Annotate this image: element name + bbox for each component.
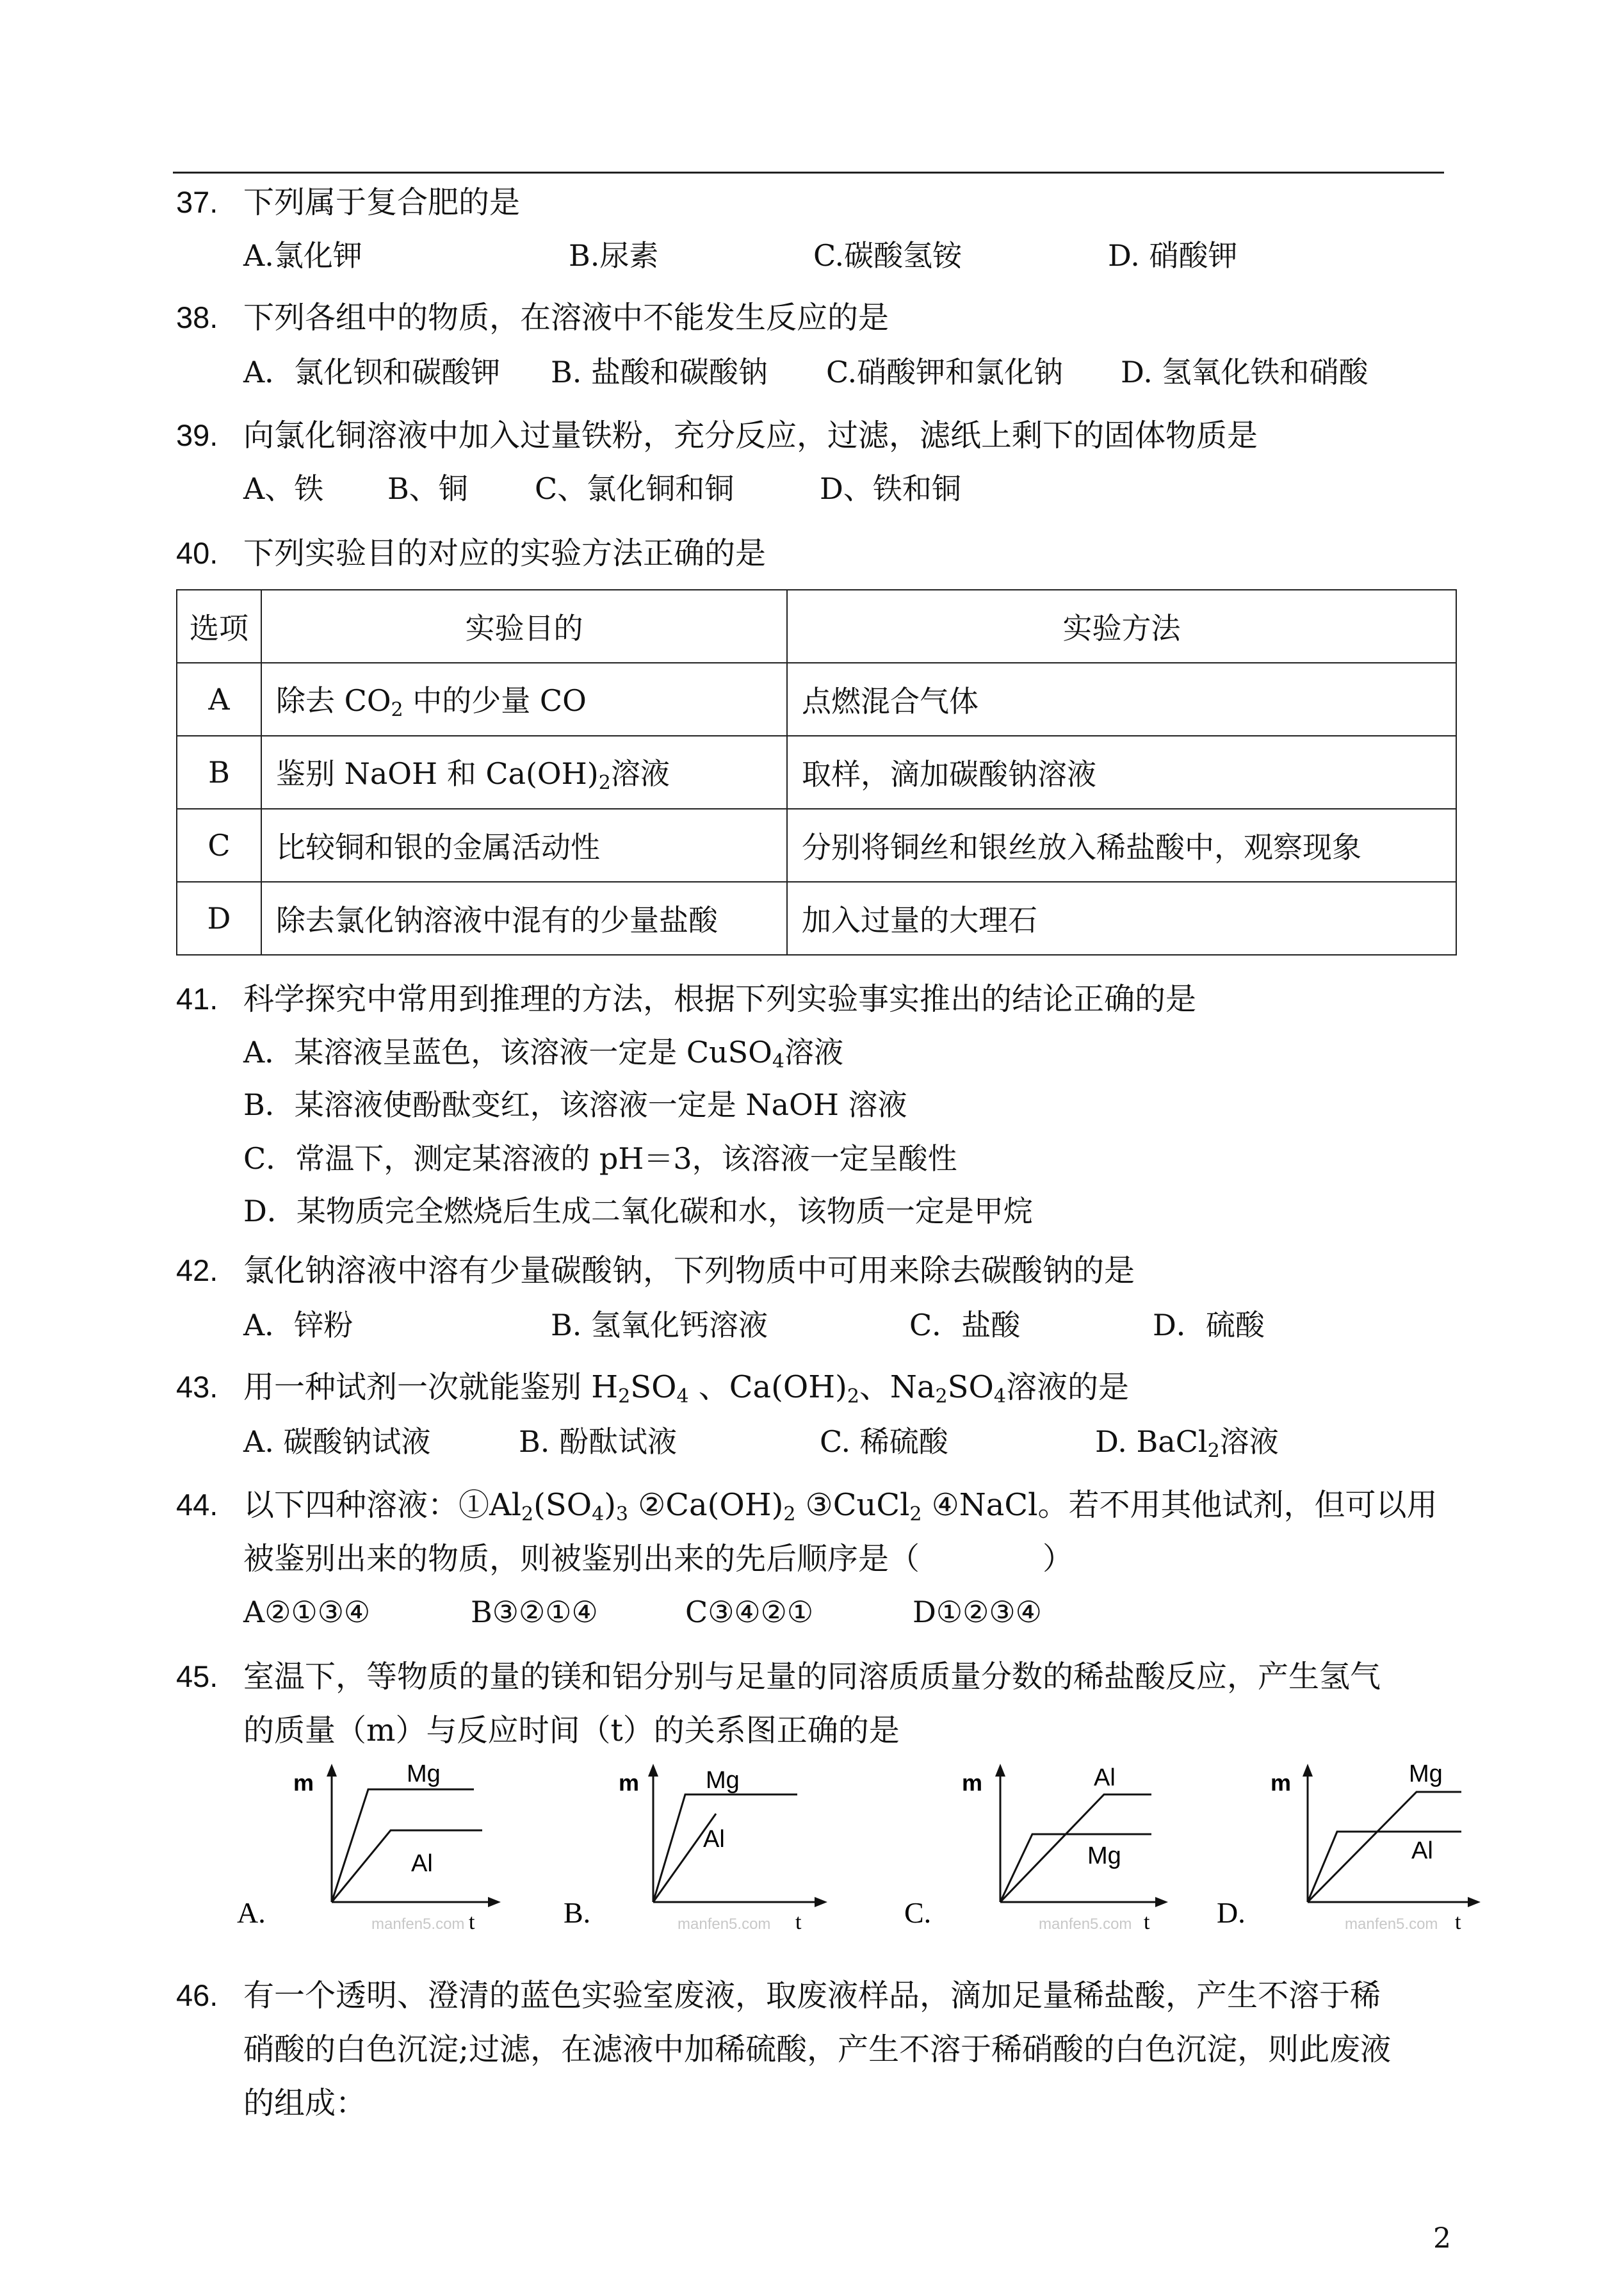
- q44-option-a: A②①③④: [243, 1595, 371, 1629]
- table-row: [177, 736, 1456, 809]
- q40-table: [176, 589, 1457, 956]
- x-axis-label: t: [1144, 1910, 1150, 1934]
- q45-number: 45.: [176, 1659, 218, 1693]
- row-purpose: 除去氯化钠溶液中混有的少量盐酸: [261, 882, 787, 955]
- x-axis-arrow: [1468, 1897, 1481, 1907]
- q43-stem: 用一种试剂一次就能鉴别 $H_2SO_4$ 、$Ca(OH)_2$、$Na_2SO_4$溶液的是: [243, 1369, 1129, 1408]
- curve-al: [1308, 1832, 1461, 1902]
- curve-al: [1000, 1794, 1151, 1902]
- q39-stem: 向氯化铜溶液中加入过量铁粉，充分反应，过滤，滤纸上剩下的固体物质是: [243, 418, 1258, 453]
- q44-option-d: D①②③④: [913, 1595, 1042, 1629]
- q41-option-a: A．某溶液呈蓝色，该溶液一定是 CuSO$_4$溶液: [243, 1035, 843, 1073]
- q42-option-a: A．锌粉: [243, 1308, 353, 1342]
- curve-label-top: Mg: [1409, 1761, 1443, 1787]
- row-purpose: 比较铜和银的金属活动性: [261, 809, 787, 882]
- q46-stem-line3: 的组成：: [243, 2085, 367, 2121]
- x-axis-label: t: [795, 1910, 802, 1934]
- row-method: 取样，滴加碳酸钠溶液: [787, 736, 1456, 809]
- option-letter: C.: [904, 1896, 932, 1929]
- q38-option-b: B. 盐酸和碳酸钠: [551, 355, 768, 389]
- header-rule: [173, 172, 1444, 174]
- q42-option-c: C．盐酸: [909, 1308, 1021, 1342]
- row-option: B: [177, 736, 261, 809]
- curve-label-bottom: Al: [703, 1826, 725, 1853]
- q37-option-a: A.氯化钾: [243, 238, 362, 273]
- graph-option-a: [237, 1755, 519, 1947]
- row-purpose: 除去 $CO_2$ 中的少量 CO: [261, 663, 787, 736]
- q41-number: 41.: [176, 982, 218, 1016]
- row-option: A: [177, 663, 261, 736]
- q46-stem: 有一个透明、澄清的蓝色实验室废液，取废液样品，滴加足量稀盐酸，产生不溶于稀: [243, 1978, 1381, 2013]
- q46-number: 46.: [176, 1978, 218, 2012]
- x-axis-arrow: [488, 1897, 501, 1907]
- q42-option-b: B. 氢氧化钙溶液: [551, 1308, 768, 1342]
- table-row: [177, 663, 1456, 736]
- row-option: D: [177, 882, 261, 955]
- q39-option-d: D、铁和铜: [820, 471, 961, 506]
- y-axis-arrow: [1303, 1764, 1313, 1777]
- y-axis-label: m: [293, 1769, 314, 1796]
- q38-option-d: D. 氢氧化铁和硝酸: [1121, 355, 1368, 389]
- row-method: 点燃混合气体: [787, 663, 1456, 736]
- x-axis-arrow: [1155, 1897, 1168, 1907]
- row-method: 分别将铜丝和银丝放入稀盐酸中，观察现象: [787, 809, 1456, 882]
- y-axis-label: m: [962, 1769, 983, 1796]
- option-letter: B.: [564, 1896, 591, 1929]
- q41-stem: 科学探究中常用到推理的方法，根据下列实验事实推出的结论正确的是: [243, 981, 1197, 1017]
- q43-option-b: B. 酚酞试液: [519, 1424, 678, 1459]
- header-purpose: 实验目的: [261, 590, 787, 663]
- curve-label-bottom: Al: [1411, 1837, 1433, 1864]
- watermark: manfen5.com: [1345, 1916, 1438, 1933]
- table-row: [177, 809, 1456, 882]
- y-axis-arrow: [648, 1764, 658, 1777]
- q42-number: 42.: [176, 1253, 218, 1287]
- curve-label-bottom: Al: [411, 1850, 433, 1877]
- q37-option-c: C.碳酸氢铵: [813, 238, 962, 273]
- q44-stem-line2: 被鉴别出来的物质，则被鉴别出来的先后顺序是（ ）: [243, 1541, 1074, 1577]
- q43-option-a: A. 碳酸钠试液: [243, 1424, 431, 1459]
- curve-label-top: Mg: [706, 1767, 740, 1794]
- curve-mg: [332, 1789, 474, 1902]
- watermark: manfen5.com: [678, 1916, 771, 1933]
- q43-number: 43.: [176, 1370, 218, 1404]
- q38-stem: 下列各组中的物质，在溶液中不能发生反应的是: [243, 300, 889, 336]
- q38-option-a: A．氯化钡和碳酸钾: [243, 355, 501, 389]
- q46-stem-line2: 硝酸的白色沉淀;过滤，在滤液中加稀硫酸，产生不溶于稀硝酸的白色沉淀，则此废液: [243, 2031, 1392, 2067]
- x-axis-label: t: [1455, 1910, 1461, 1934]
- table-header-row: [177, 590, 1456, 663]
- row-option: C: [177, 809, 261, 882]
- curve-label-top: Mg: [407, 1761, 441, 1787]
- page-number: 2: [1433, 2222, 1451, 2255]
- x-axis-label: t: [469, 1910, 475, 1934]
- header-method: 实验方法: [787, 590, 1456, 663]
- q39-number: 39.: [176, 418, 218, 452]
- q41-option-d: D．某物质完全燃烧后生成二氧化碳和水，该物质一定是甲烷: [243, 1194, 1033, 1228]
- q37-stem: 下列属于复合肥的是: [243, 184, 521, 220]
- q37-number: 37.: [176, 185, 218, 219]
- q37-option-d: D. 硝酸钾: [1108, 238, 1238, 273]
- q38-number: 38.: [176, 300, 218, 334]
- option-letter: A.: [237, 1896, 266, 1929]
- q41-option-c: C．常温下，测定某溶液的 pH＝3，该溶液一定呈酸性: [243, 1141, 957, 1176]
- q39-option-a: A、铁: [243, 471, 324, 506]
- graph-option-c: [904, 1755, 1186, 1947]
- graph-option-d: [1217, 1755, 1498, 1947]
- q44-stem: 以下四种溶液：$①Al_2(SO_4)_3$ $②Ca(OH)_2$ ③CuCl$_2$ ④NaCl。若不用其他试剂，但可以用: [243, 1487, 1438, 1525]
- q38-option-c: C.硝酸钾和氯化钠: [826, 355, 1064, 389]
- row-purpose: 鉴别 NaOH 和 $Ca(OH)_2$溶液: [261, 736, 787, 809]
- q45-stem-line2: 的质量（m）与反应时间（t）的关系图正确的是: [243, 1712, 900, 1748]
- q43-option-d: D. BaCl$_2$溶液: [1095, 1424, 1279, 1462]
- y-axis-arrow: [327, 1764, 337, 1777]
- y-axis-arrow: [995, 1764, 1005, 1777]
- curve-label-bottom: Mg: [1087, 1843, 1121, 1869]
- q44-number: 44.: [176, 1488, 218, 1522]
- q39-option-b: B、铜: [387, 471, 468, 506]
- watermark: manfen5.com: [371, 1916, 465, 1933]
- curve-mg: [653, 1794, 797, 1902]
- row-method: 加入过量的大理石: [787, 882, 1456, 955]
- q40-number: 40.: [176, 536, 218, 570]
- y-axis-label: m: [619, 1769, 640, 1796]
- curve-label-top: Al: [1094, 1764, 1116, 1791]
- q42-stem: 氯化钠溶液中溶有少量碳酸钠，下列物质中可用来除去碳酸钠的是: [243, 1253, 1135, 1289]
- q40-stem: 下列实验目的对应的实验方法正确的是: [243, 535, 767, 571]
- y-axis-label: m: [1271, 1769, 1292, 1796]
- watermark: manfen5.com: [1039, 1916, 1132, 1933]
- q41-option-b: B．某溶液使酚酞变红，该溶液一定是 NaOH 溶液: [243, 1087, 907, 1122]
- q44-option-c: C③④②①: [685, 1595, 814, 1629]
- option-letter: D.: [1217, 1896, 1246, 1929]
- graph-option-b: [564, 1755, 845, 1947]
- q44-option-b: B③②①④: [471, 1595, 598, 1629]
- curve-mg: [1000, 1834, 1151, 1902]
- q42-option-d: D．硫酸: [1153, 1308, 1265, 1342]
- q37-option-b: B.尿素: [569, 238, 659, 273]
- q39-option-c: C、氯化铜和铜: [535, 471, 735, 506]
- header-option: 选项: [177, 590, 261, 663]
- q45-stem: 室温下，等物质的量的镁和铝分别与足量的同溶质质量分数的稀盐酸反应，产生氢气: [243, 1659, 1381, 1695]
- table-row: [177, 882, 1456, 955]
- x-axis-arrow: [815, 1897, 827, 1907]
- curve-al: [332, 1830, 482, 1902]
- q43-option-c: C. 稀硫酸: [820, 1424, 948, 1459]
